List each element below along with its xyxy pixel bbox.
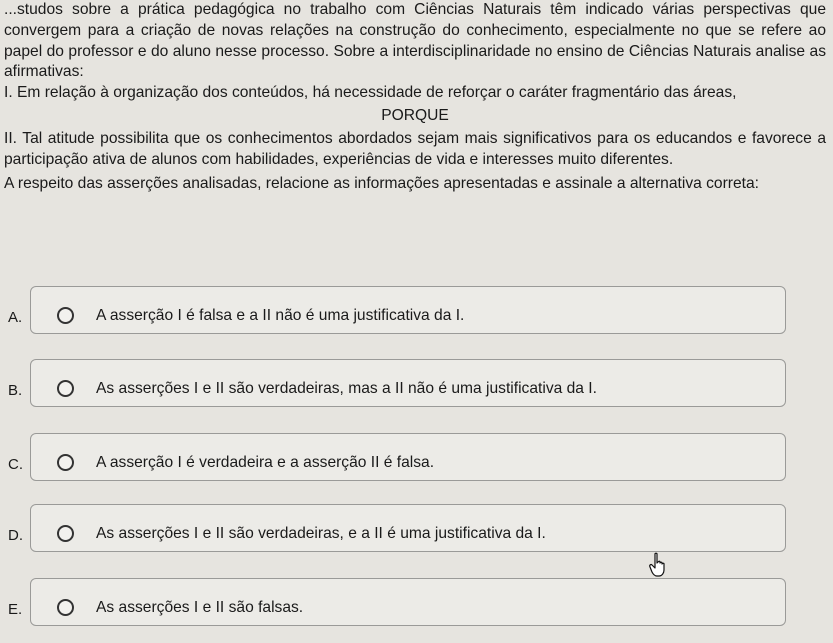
- radio-unselected-icon[interactable]: [57, 307, 74, 324]
- option-box[interactable]: [30, 433, 786, 481]
- hand-pointer-icon: [648, 552, 670, 578]
- assertion-1: I. Em relação à organização dos conteúdos, há necessidade de reforçar o caráter fragmentário das áreas,: [4, 84, 737, 102]
- option-text: A asserção I é verdadeira e a asserção II é falsa.: [96, 454, 435, 471]
- option-letter: B.: [8, 382, 23, 399]
- option-box[interactable]: [30, 578, 786, 626]
- option-letter: A.: [8, 309, 23, 326]
- option-text: As asserções I e II são verdadeiras, e a II é uma justificativa da I.: [96, 525, 546, 542]
- question-instruction: A respeito das asserções analisadas, relacione as informações apresentadas e assinale a alternativa correta:: [4, 175, 759, 193]
- option-e[interactable]: [0, 578, 833, 634]
- connector-porque: PORQUE: [381, 106, 449, 124]
- option-c[interactable]: [0, 433, 833, 489]
- option-box[interactable]: [30, 286, 786, 334]
- option-letter: C.: [8, 456, 23, 473]
- radio-unselected-icon[interactable]: [57, 525, 74, 542]
- radio-unselected-icon[interactable]: [57, 454, 74, 471]
- option-d[interactable]: [0, 504, 833, 560]
- option-b[interactable]: [0, 359, 833, 415]
- option-text: As asserções I e II são falsas.: [96, 599, 304, 616]
- option-box[interactable]: [30, 504, 786, 552]
- question-statement: [4, 0, 826, 195]
- option-box[interactable]: [30, 359, 786, 407]
- option-text: A asserção I é falsa e a II não é uma justificativa da I.: [96, 307, 465, 324]
- question-intro: ...studos sobre a prática pedagógica no trabalho com Ciências Naturais têm indicado várias perspectivas que convergem para a criação de novas relações na construção do conhecimento, especialmente no que se refere ao papel do professor e do aluno nesse processo. Sobre a interdisciplinaridade no ensino de Ciências Naturais analise as afirmativas:: [4, 1, 826, 81]
- option-letter: D.: [8, 527, 23, 544]
- assertion-2: II. Tal atitude possibilita que os conhecimentos abordados sejam mais significativos para os educandos e favorece a participação ativa de alunos com habilidades, experiências de vida e interesses muito diferentes.: [4, 129, 826, 168]
- radio-unselected-icon[interactable]: [57, 599, 74, 616]
- option-a[interactable]: [0, 286, 833, 342]
- option-text: As asserções I e II são verdadeiras, mas a II não é uma justificativa da I.: [96, 380, 597, 397]
- radio-unselected-icon[interactable]: [57, 380, 74, 397]
- option-letter: E.: [8, 601, 23, 618]
